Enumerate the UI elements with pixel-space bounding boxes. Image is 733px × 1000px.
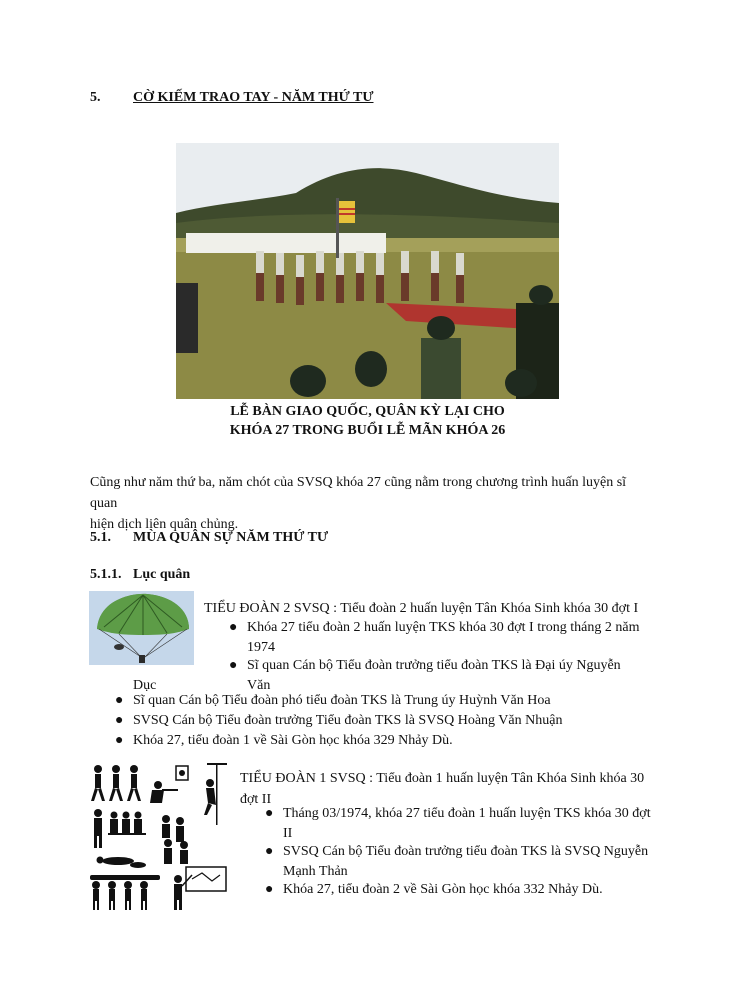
list-item-text: Khóa 27, tiểu đoàn 2 về Sài Gòn học khóa 332 Nhảy Dù. (283, 882, 603, 897)
list-item: ● Khóa 27, tiểu đoàn 1 về Sài Gòn học khóa 329 Nhảy Dù. (133, 731, 653, 751)
photo-caption (180, 402, 555, 440)
caption-line-1: LỄ BÀN GIAO QUỐC, QUÂN KỲ LẠI CHO (230, 404, 505, 419)
battalion-1-header-line-2: đợt II (240, 792, 272, 807)
list-item: ● Sĩ quan Cán bộ Tiểu đoàn trưởng tiểu đoàn TKS là Đại úy Nguyễn Văn (247, 656, 647, 696)
list-item-text: SVSQ Cán bộ Tiểu đoàn trưởng Tiểu đoàn TKS là SVSQ Hoàng Văn Nhuận (133, 713, 563, 728)
ceremony-photo (176, 143, 559, 399)
list-item-text: Khóa 27, tiểu đoàn 1 về Sài Gòn học khóa 329 Nhảy Dù. (133, 733, 453, 748)
intro-line-2: hiện dịch liên quân chủng. (90, 517, 239, 532)
battalion-1-header-line-1: TIỂU ĐOÀN 1 SVSQ : Tiểu đoàn 1 huấn luyện Tân Khóa Sinh khóa 30 (240, 771, 645, 786)
list-item-text: SVSQ Cán bộ Tiểu đoàn trưởng tiểu đoàn TKS là SVSQ Nguyễn (283, 844, 649, 859)
caption-line-2: KHÓA 27 TRONG BUỔI LỄ MÃN KHÓA 26 (229, 423, 506, 438)
list-item-text: Khóa 27 tiểu đoàn 2 huấn luyện TKS khóa 30 đợt I trong tháng 2 năm (247, 620, 640, 635)
list-item-text: Mạnh Thản (283, 864, 348, 879)
list-item: ● Sĩ quan Cán bộ Tiểu đoàn phó tiểu đoàn TKS là Trung úy Huỳnh Văn Hoa (133, 691, 653, 711)
list-item-text: Sĩ quan Cán bộ Tiểu đoàn phó tiểu đoàn TKS là Trung úy Huỳnh Văn Hoa (133, 693, 551, 708)
list-item-continuation: Dục (133, 678, 157, 693)
subsection-number: 5.1. (90, 530, 111, 545)
section-title: CỜ KIẾM TRAO TAY - NĂM THỨ TƯ (133, 90, 374, 105)
intro-paragraph (90, 472, 650, 535)
parachute-image (89, 591, 194, 665)
subsubsection-title: Lục quân (133, 567, 191, 582)
list-item: ● Khóa 27 tiểu đoàn 2 huấn luyện TKS khóa 30 đợt I trong tháng 2 năm 1974 (247, 618, 647, 658)
list-item-text: 1974 (247, 640, 275, 655)
list-item: ● SVSQ Cán bộ Tiểu đoàn trưởng Tiểu đoàn TKS là SVSQ Hoàng Văn Nhuận (133, 711, 653, 731)
list-item-text: Sĩ quan Cán bộ Tiểu đoàn trưởng tiểu đoàn TKS là Đại úy Nguyễn Văn (247, 658, 621, 693)
training-pictograms-image (88, 763, 230, 911)
subsubsection-number: 5.1.1. (90, 567, 122, 582)
intro-line-1: Cũng như năm thứ ba, năm chót của SVSQ khóa 27 cũng nằm trong chương trình huấn luyện sĩ quan (90, 475, 627, 511)
list-item: ● SVSQ Cán bộ Tiểu đoàn trưởng tiểu đoàn TKS là SVSQ Nguyễn Mạnh Thản (283, 842, 653, 882)
list-item-text: II (283, 826, 293, 841)
battalion-2-header: TIỂU ĐOÀN 2 SVSQ : Tiểu đoàn 2 huấn luyện Tân Khóa Sinh khóa 30 đợt I (204, 601, 639, 616)
list-item: ● Tháng 03/1974, khóa 27 tiểu đoàn 1 huấn luyện TKS khóa 30 đợt II (283, 804, 653, 844)
list-item: ● Khóa 27, tiểu đoàn 2 về Sài Gòn học khóa 332 Nhảy Dù. (283, 880, 653, 900)
section-number: 5. (90, 90, 101, 105)
subsection-title: MÙA QUÂN SỰ NĂM THỨ TƯ (133, 530, 329, 545)
list-item-text: Tháng 03/1974, khóa 27 tiểu đoàn 1 huấn luyện TKS khóa 30 đợt (283, 806, 651, 821)
